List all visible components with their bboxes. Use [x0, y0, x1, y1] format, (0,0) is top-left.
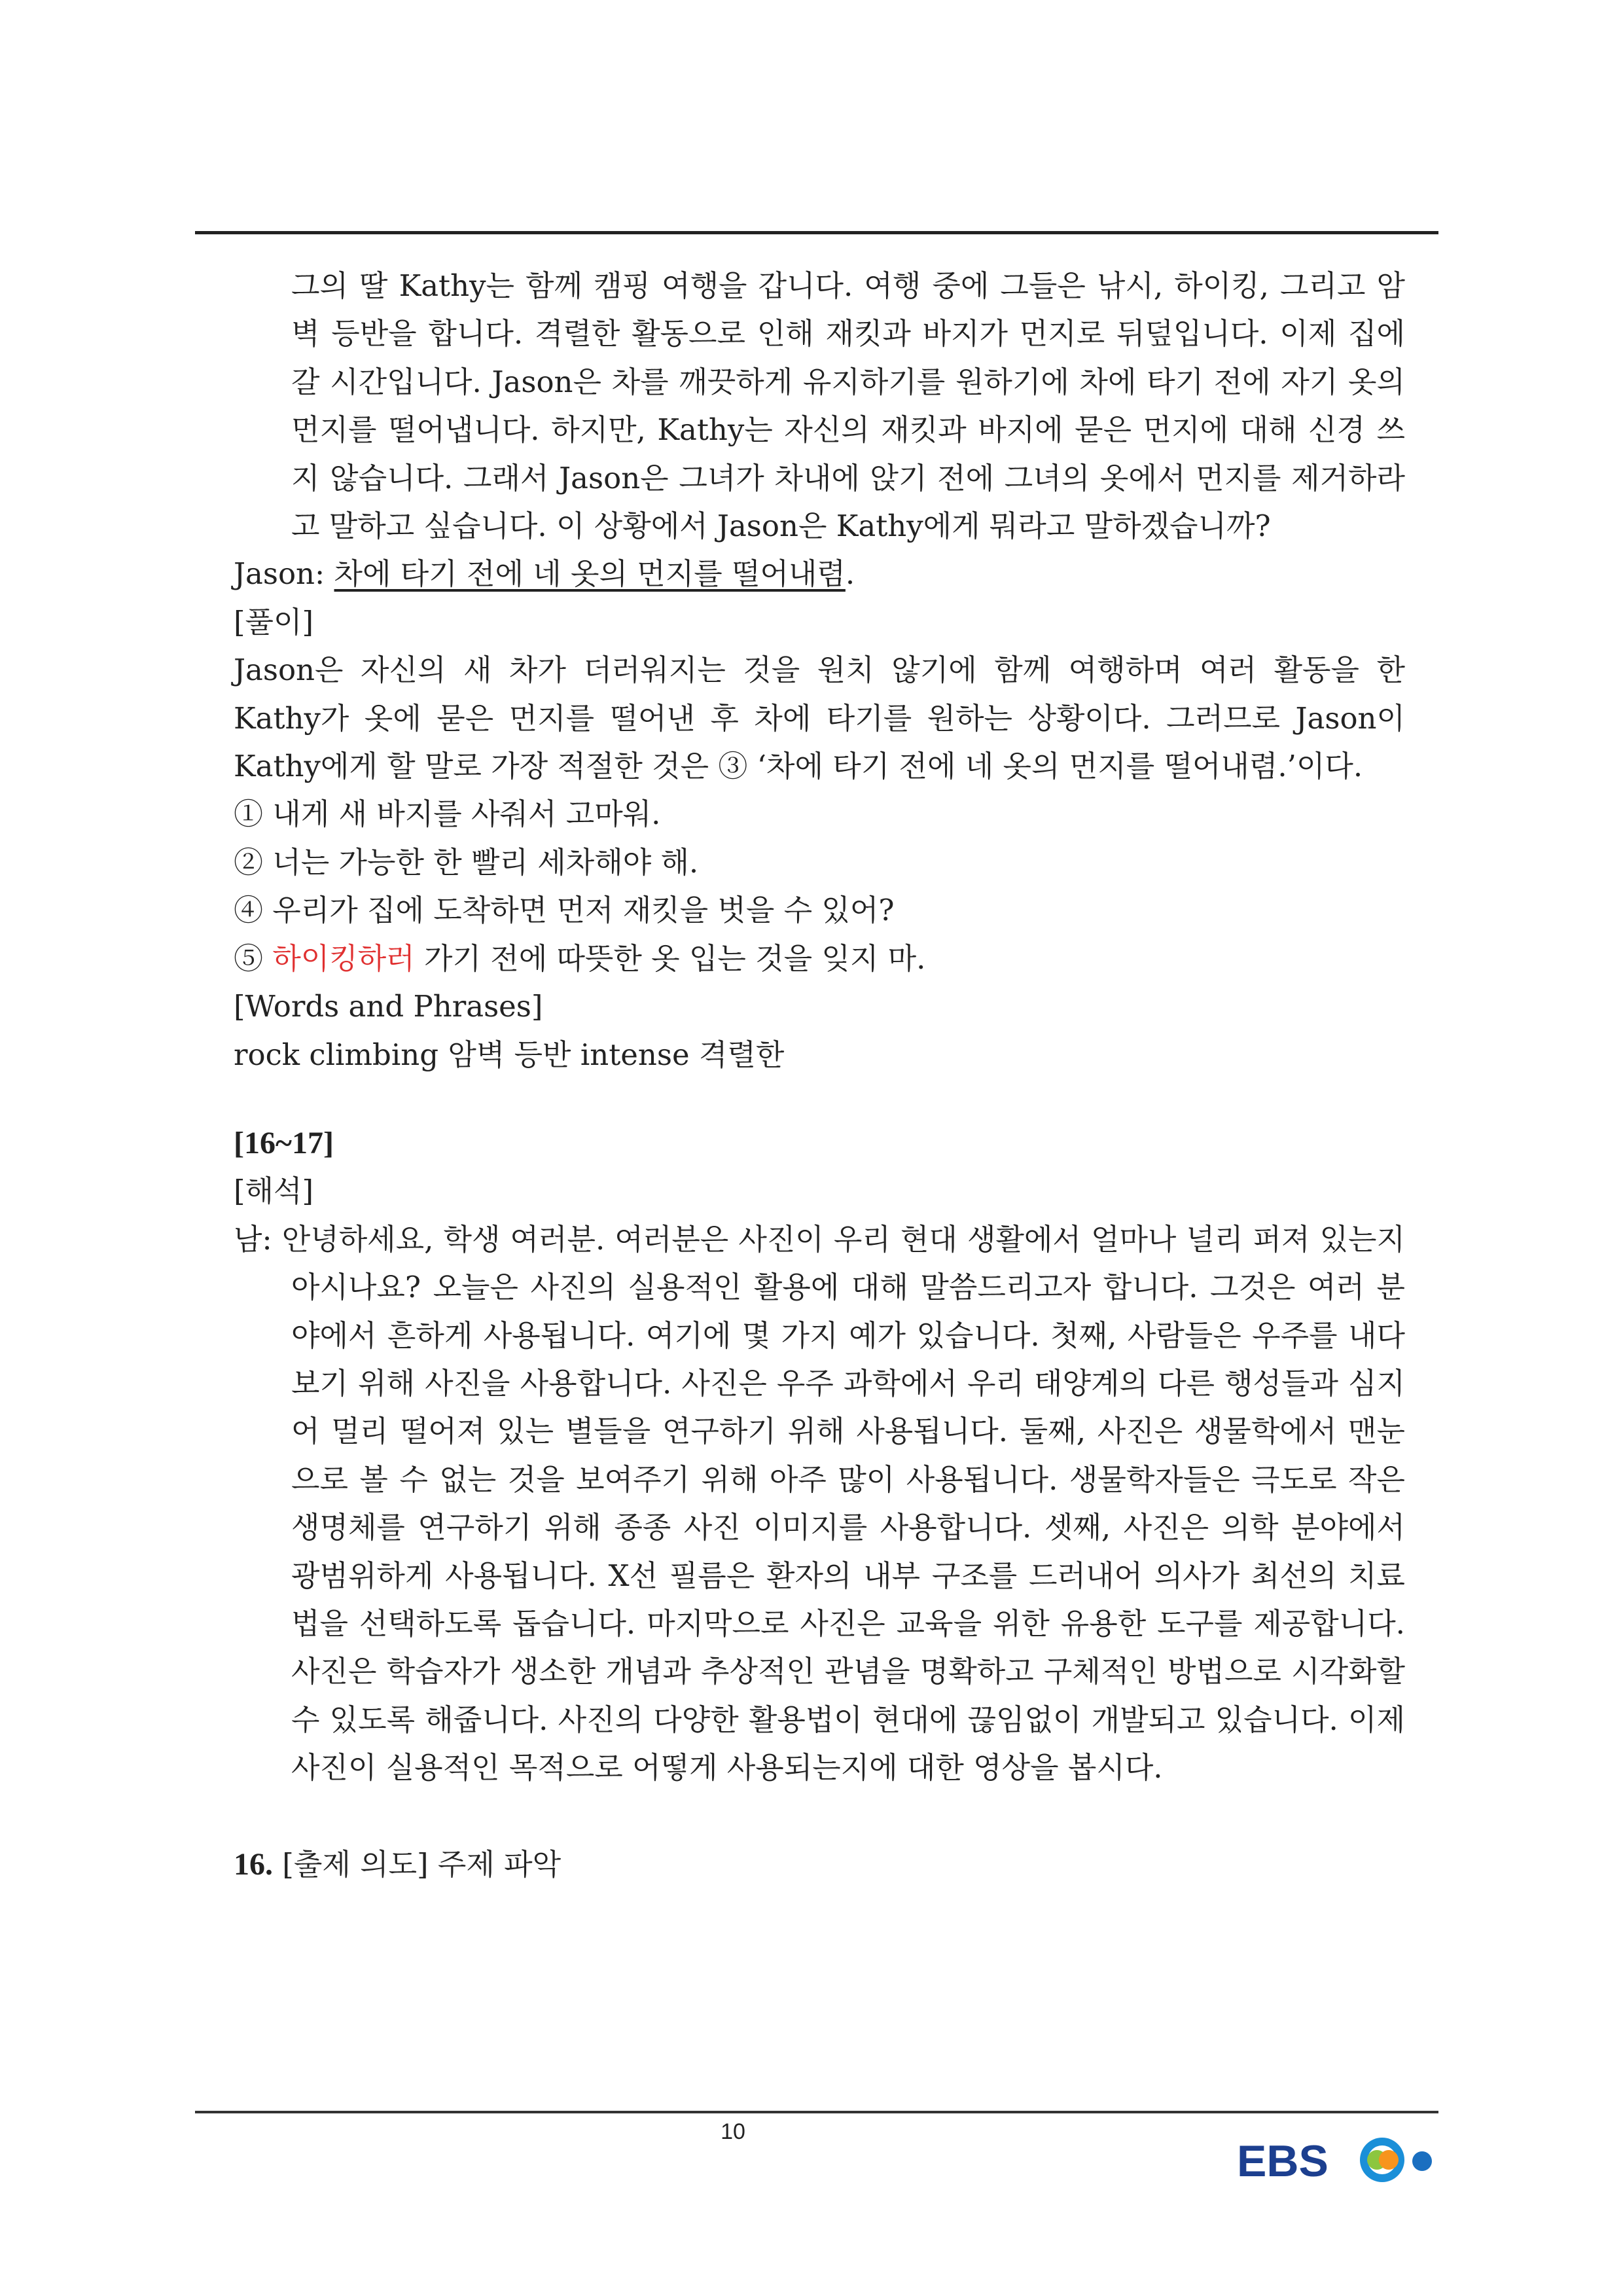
- ebs-logo-text: EBS: [1237, 2136, 1329, 2186]
- question-16-number: 16.: [234, 1846, 273, 1882]
- words-heading: [Words and Phrases]: [234, 989, 543, 1024]
- explanation-heading: [풀이]: [234, 604, 314, 639]
- answer-line: [234, 550, 1405, 598]
- section-heading: [16~17]: [234, 1125, 334, 1160]
- header-rule: [195, 231, 1438, 234]
- spacer: [234, 1079, 1405, 1119]
- answer-text: 차에 타기 전에 네 옷의 먼지를 떨어내렴: [334, 556, 846, 592]
- question-16-text: [출제 의도] 주제 파악: [273, 1846, 562, 1882]
- ebs-logo: [1237, 2130, 1459, 2189]
- option-5: [234, 935, 1405, 982]
- footer-rule: [195, 2111, 1438, 2113]
- answer-end: .: [845, 556, 855, 592]
- question-16-heading: [234, 1840, 1405, 1888]
- dialogue-paragraph: [234, 1215, 1405, 1792]
- logo-dot-blue: [1412, 2151, 1432, 2171]
- option-1: ① 내게 새 바지를 사줘서 고마워.: [234, 797, 661, 832]
- page-number: 10: [721, 2119, 745, 2144]
- option-5-prefix: ⑤: [234, 941, 273, 976]
- option-4: ④ 우리가 집에 도착하면 먼저 재킷을 벗을 수 있어?: [234, 893, 895, 928]
- option-2: ② 너는 가능한 한 빨리 세차해야 해.: [234, 844, 699, 880]
- dialogue-body: 안녕하세요, 학생 여러분. 여러분은 사진이 우리 현대 생활에서 얼마나 널리 퍼져 있는지 아시나요? 오늘은 사진의 실용적인 활용에 대해 말씀드리고자 합니다. 그것은 여러 분야에서 흔하게 사용됩니다. 여기에 몇 가지 예가 있습니다. 첫째, 사람들은 우주를 내다보기 위해 사진을 사용합니다. 사진은 우주 과학에서 우리 태양계의 다른 행성들과 심지어 멀리 떨어져 있는 별들을 연구하기 위해 사용됩니다. 둘째, 사진은 생물학에서 맨눈으로 볼 수 없는 것을 보여주기 위해 아주 많이 사용됩니다. 생물학자들은 극도로 작은 생명체를 연구하기 위해 종종 사진 이미지를 사용합니다. 셋째, 사진은 의학 분야에서 광범위하게 사용됩니다. X선 필름은 환자의 내부 구조를 드러내어 의사가 최선의 치료법을 선택하도록 돕습니다. 마지막으로 사진은 교육을 위한 유용한 도구를 제공합니다. 사진은 학습자가 생소한 개념과 추상적인 관념을 명확하고 구체적인 방법으로 시각화할 수 있도록 해줍니다. 사진의 다양한 활용법이 현대에 끊임없이 개발되고 있습니다. 이제 사진이 실용적인 목적으로 어떻게 사용되는지에 대한 영상을 봅시다.: [281, 1221, 1405, 1785]
- intro-paragraph: 그의 딸 Kathy는 함께 캠핑 여행을 갑니다. 여행 중에 그들은 낚시, 하이킹, 그리고 암벽 등반을 합니다. 격렬한 활동으로 인해 재킷과 바지가 먼지로 뒤덮입니다. 이제 집에 갈 시간입니다. Jason은 차를 깨끗하게 유지하기를 원하기에 차에 타기 전에 자기 옷의 먼지를 떨어냅니다. 하지만, Kathy는 자신의 재킷과 바지에 묻은 먼지에 대해 신경 쓰지 않습니다. 그래서 Jason은 그녀가 차내에 앉기 전에 그녀의 옷에서 먼지를 제거하라고 말하고 싶습니다. 이 상황에서 Jason은 Kathy에게 뭐라고 말하겠습니까?: [291, 268, 1405, 544]
- spacer: [234, 1792, 1405, 1840]
- words-list: rock climbing 암벽 등반 intense 격렬한: [234, 1037, 785, 1072]
- logo-dot-orange: [1379, 2150, 1399, 2170]
- dialogue-speaker: 남:: [234, 1221, 282, 1257]
- option-5-rest: 가기 전에 따뜻한 옷 입는 것을 잊지 마.: [414, 941, 926, 976]
- option-5-highlight: 하이킹하러: [272, 941, 415, 976]
- page-content: [234, 262, 1405, 1888]
- answer-speaker: Jason:: [234, 556, 325, 592]
- explanation-body: Jason은 자신의 새 차가 더러워지는 것을 원치 않기에 함께 여행하며 여러 활동을 한 Kathy가 옷에 묻은 먼지를 떨어낸 후 차에 타기를 원하는 상황이다. 그러므로 Jason이 Kathy에게 할 말로 가장 적절한 것은 ③ ‘차에 타기 전에 네 옷의 먼지를 떨어내렴.’이다.: [234, 653, 1405, 784]
- section-subheading: [해석]: [234, 1174, 314, 1209]
